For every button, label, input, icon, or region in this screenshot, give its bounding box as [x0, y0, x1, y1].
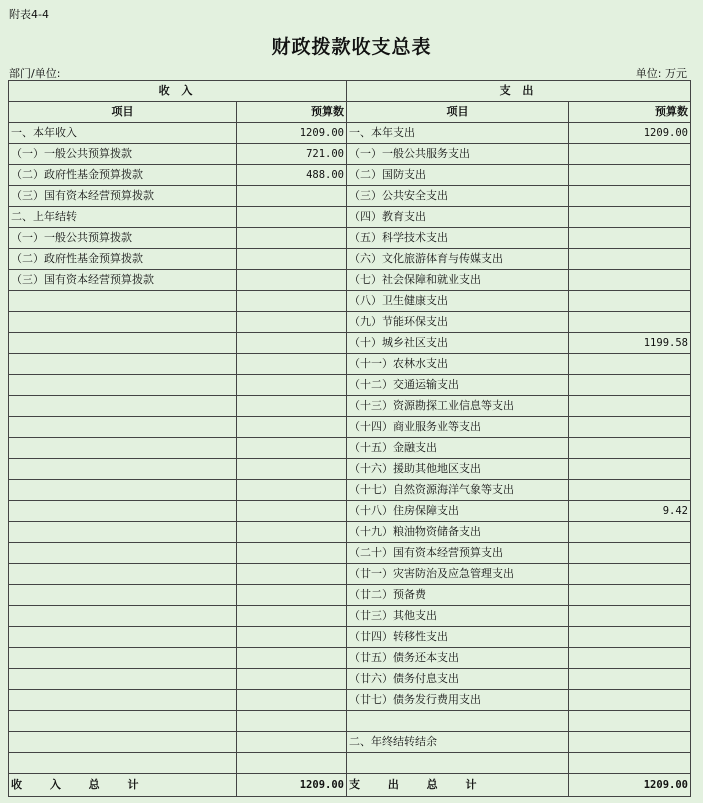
income-budget-cell [237, 753, 347, 774]
income-budget-cell [237, 501, 347, 522]
expense-item-cell: （一）一般公共服务支出 [347, 144, 569, 165]
income-item-cell [9, 480, 237, 501]
income-budget-cell [237, 564, 347, 585]
income-budget-cell [237, 312, 347, 333]
expense-budget-cell [569, 186, 691, 207]
income-item-cell [9, 354, 237, 375]
income-item-cell: 二、上年结转 [9, 207, 237, 228]
table-row [9, 543, 691, 564]
table-row [9, 522, 691, 543]
income-item-cell [9, 564, 237, 585]
table-row [9, 291, 691, 312]
income-budget-cell [237, 480, 347, 501]
income-budget-cell: 488.00 [237, 165, 347, 186]
income-item-header: 项目 [9, 102, 237, 123]
income-item-cell [9, 459, 237, 480]
table-row [9, 438, 691, 459]
expense-budget-cell [569, 228, 691, 249]
expense-budget-cell [569, 711, 691, 732]
expense-budget-cell [569, 459, 691, 480]
annex-label: 附表4-4 [9, 8, 49, 21]
income-budget-cell [237, 186, 347, 207]
table-row [9, 648, 691, 669]
income-budget-cell [237, 732, 347, 753]
expense-budget-header: 预算数 [569, 102, 691, 123]
income-budget-header: 预算数 [237, 102, 347, 123]
income-item-cell [9, 375, 237, 396]
income-budget-cell [237, 648, 347, 669]
income-budget-cell [237, 459, 347, 480]
expense-item-cell: （廿四）转移性支出 [347, 627, 569, 648]
income-item-cell [9, 438, 237, 459]
expense-item-cell: 一、本年支出 [347, 123, 569, 144]
income-item-cell [9, 732, 237, 753]
income-item-cell [9, 291, 237, 312]
table-row [9, 270, 691, 291]
table-row [9, 690, 691, 711]
page-title: 财政拨款收支总表 [271, 36, 432, 58]
expense-item-cell: （五）科学技术支出 [347, 228, 569, 249]
totals-row [9, 774, 691, 797]
income-budget-cell [237, 270, 347, 291]
income-budget-cell [237, 711, 347, 732]
expense-budget-cell [569, 438, 691, 459]
expense-budget-cell: 1209.00 [569, 123, 691, 144]
income-item-cell: （二）政府性基金预算拨款 [9, 165, 237, 186]
income-budget-cell: 1209.00 [237, 123, 347, 144]
expense-item-cell: （十六）援助其他地区支出 [347, 459, 569, 480]
table-row [9, 165, 691, 186]
income-item-cell [9, 543, 237, 564]
income-item-cell: （一）一般公共预算拨款 [9, 144, 237, 165]
expense-item-cell: （十七）自然资源海洋气象等支出 [347, 480, 569, 501]
income-item-cell [9, 627, 237, 648]
expense-item-cell: （十八）住房保障支出 [347, 501, 569, 522]
income-item-cell [9, 501, 237, 522]
expense-budget-cell [569, 480, 691, 501]
income-budget-cell [237, 333, 347, 354]
table-row [9, 585, 691, 606]
income-budget-cell [237, 690, 347, 711]
income-budget-cell [237, 417, 347, 438]
expense-budget-cell [569, 417, 691, 438]
table-row [9, 459, 691, 480]
income-budget-cell [237, 249, 347, 270]
income-item-cell: （三）国有资本经营预算拨款 [9, 186, 237, 207]
expense-budget-cell [569, 522, 691, 543]
expense-budget-cell [569, 627, 691, 648]
expense-budget-cell [569, 375, 691, 396]
income-budget-cell [237, 396, 347, 417]
expense-item-cell: （四）教育支出 [347, 207, 569, 228]
income-budget-cell [237, 354, 347, 375]
expense-item-cell [347, 753, 569, 774]
income-item-cell [9, 753, 237, 774]
expense-budget-cell [569, 249, 691, 270]
income-item-cell [9, 606, 237, 627]
table-row [9, 669, 691, 690]
fiscal-summary-table [8, 80, 691, 797]
expense-budget-cell [569, 144, 691, 165]
income-item-cell [9, 417, 237, 438]
income-section-header: 收 入 [9, 81, 347, 102]
expense-item-cell: （九）节能环保支出 [347, 312, 569, 333]
unit-label: 单位: 万元 [635, 67, 687, 80]
expense-section-header: 支 出 [347, 81, 691, 102]
expense-total-value: 1209.00 [569, 774, 691, 797]
expense-budget-cell [569, 606, 691, 627]
income-item-cell: （三）国有资本经营预算拨款 [9, 270, 237, 291]
income-item-cell [9, 711, 237, 732]
table-row [9, 354, 691, 375]
table-row [9, 606, 691, 627]
table-row [9, 501, 691, 522]
expense-item-cell: （廿三）其他支出 [347, 606, 569, 627]
expense-budget-cell [569, 753, 691, 774]
income-item-cell: （二）政府性基金预算拨款 [9, 249, 237, 270]
expense-budget-cell [569, 669, 691, 690]
income-item-cell [9, 648, 237, 669]
income-budget-cell [237, 606, 347, 627]
income-budget-cell [237, 291, 347, 312]
income-budget-cell [237, 585, 347, 606]
income-item-cell [9, 690, 237, 711]
income-item-cell [9, 333, 237, 354]
expense-budget-cell [569, 690, 691, 711]
table-row [9, 375, 691, 396]
expense-item-cell: （廿二）预备费 [347, 585, 569, 606]
income-budget-cell [237, 669, 347, 690]
income-total-value: 1209.00 [237, 774, 347, 797]
expense-budget-cell [569, 732, 691, 753]
department-label: 部门/单位: [9, 67, 61, 80]
expense-item-cell: （六）文化旅游体育与传媒支出 [347, 249, 569, 270]
expense-budget-cell [569, 648, 691, 669]
income-budget-cell [237, 207, 347, 228]
income-budget-cell [237, 375, 347, 396]
expense-item-cell: （二）国防支出 [347, 165, 569, 186]
column-header-row [9, 102, 691, 123]
expense-item-cell: （八）卫生健康支出 [347, 291, 569, 312]
expense-budget-cell [569, 270, 691, 291]
table-row [9, 753, 691, 774]
expense-item-cell: （十）城乡社区支出 [347, 333, 569, 354]
expense-item-cell: （廿七）债务发行费用支出 [347, 690, 569, 711]
expense-budget-cell [569, 354, 691, 375]
income-item-cell: （一）一般公共预算拨款 [9, 228, 237, 249]
expense-item-cell: （二十）国有资本经营预算支出 [347, 543, 569, 564]
expense-item-cell: （七）社会保障和就业支出 [347, 270, 569, 291]
income-budget-cell [237, 627, 347, 648]
expense-item-header: 项目 [347, 102, 569, 123]
expense-total-label: 支 出 总 计 [347, 774, 569, 797]
expense-budget-cell [569, 207, 691, 228]
expense-item-cell: （十五）金融支出 [347, 438, 569, 459]
expense-item-cell: （廿五）债务还本支出 [347, 648, 569, 669]
expense-item-cell: （十三）资源勘探工业信息等支出 [347, 396, 569, 417]
expense-item-cell: 二、年终结转结余 [347, 732, 569, 753]
expense-item-cell: （廿六）债务付息支出 [347, 669, 569, 690]
expense-item-cell: （三）公共安全支出 [347, 186, 569, 207]
income-total-label: 收 入 总 计 [9, 774, 237, 797]
table-row [9, 207, 691, 228]
income-item-cell [9, 522, 237, 543]
section-header-row [9, 81, 691, 102]
income-item-cell [9, 669, 237, 690]
table-row [9, 627, 691, 648]
expense-budget-cell: 1199.58 [569, 333, 691, 354]
expense-item-cell: （廿一）灾害防治及应急管理支出 [347, 564, 569, 585]
expense-item-cell: （十二）交通运输支出 [347, 375, 569, 396]
table-row [9, 417, 691, 438]
income-budget-cell [237, 543, 347, 564]
table-row [9, 396, 691, 417]
expense-budget-cell [569, 564, 691, 585]
income-budget-cell [237, 228, 347, 249]
table-row [9, 144, 691, 165]
table-row [9, 333, 691, 354]
expense-budget-cell [569, 312, 691, 333]
expense-item-cell [347, 711, 569, 732]
income-item-cell [9, 585, 237, 606]
expense-budget-cell [569, 543, 691, 564]
table-row [9, 228, 691, 249]
income-budget-cell [237, 438, 347, 459]
table-row [9, 732, 691, 753]
table-row [9, 186, 691, 207]
table-row [9, 123, 691, 144]
table-row [9, 564, 691, 585]
expense-item-cell: （十一）农林水支出 [347, 354, 569, 375]
table-row [9, 249, 691, 270]
expense-budget-cell [569, 291, 691, 312]
expense-budget-cell [569, 165, 691, 186]
income-budget-cell: 721.00 [237, 144, 347, 165]
income-budget-cell [237, 522, 347, 543]
expense-budget-cell: 9.42 [569, 501, 691, 522]
income-item-cell [9, 396, 237, 417]
expense-item-cell: （十四）商业服务业等支出 [347, 417, 569, 438]
income-item-cell [9, 312, 237, 333]
table-row [9, 480, 691, 501]
expense-budget-cell [569, 396, 691, 417]
table-row [9, 312, 691, 333]
expense-budget-cell [569, 585, 691, 606]
table-row [9, 711, 691, 732]
income-item-cell: 一、本年收入 [9, 123, 237, 144]
expense-item-cell: （十九）粮油物资储备支出 [347, 522, 569, 543]
